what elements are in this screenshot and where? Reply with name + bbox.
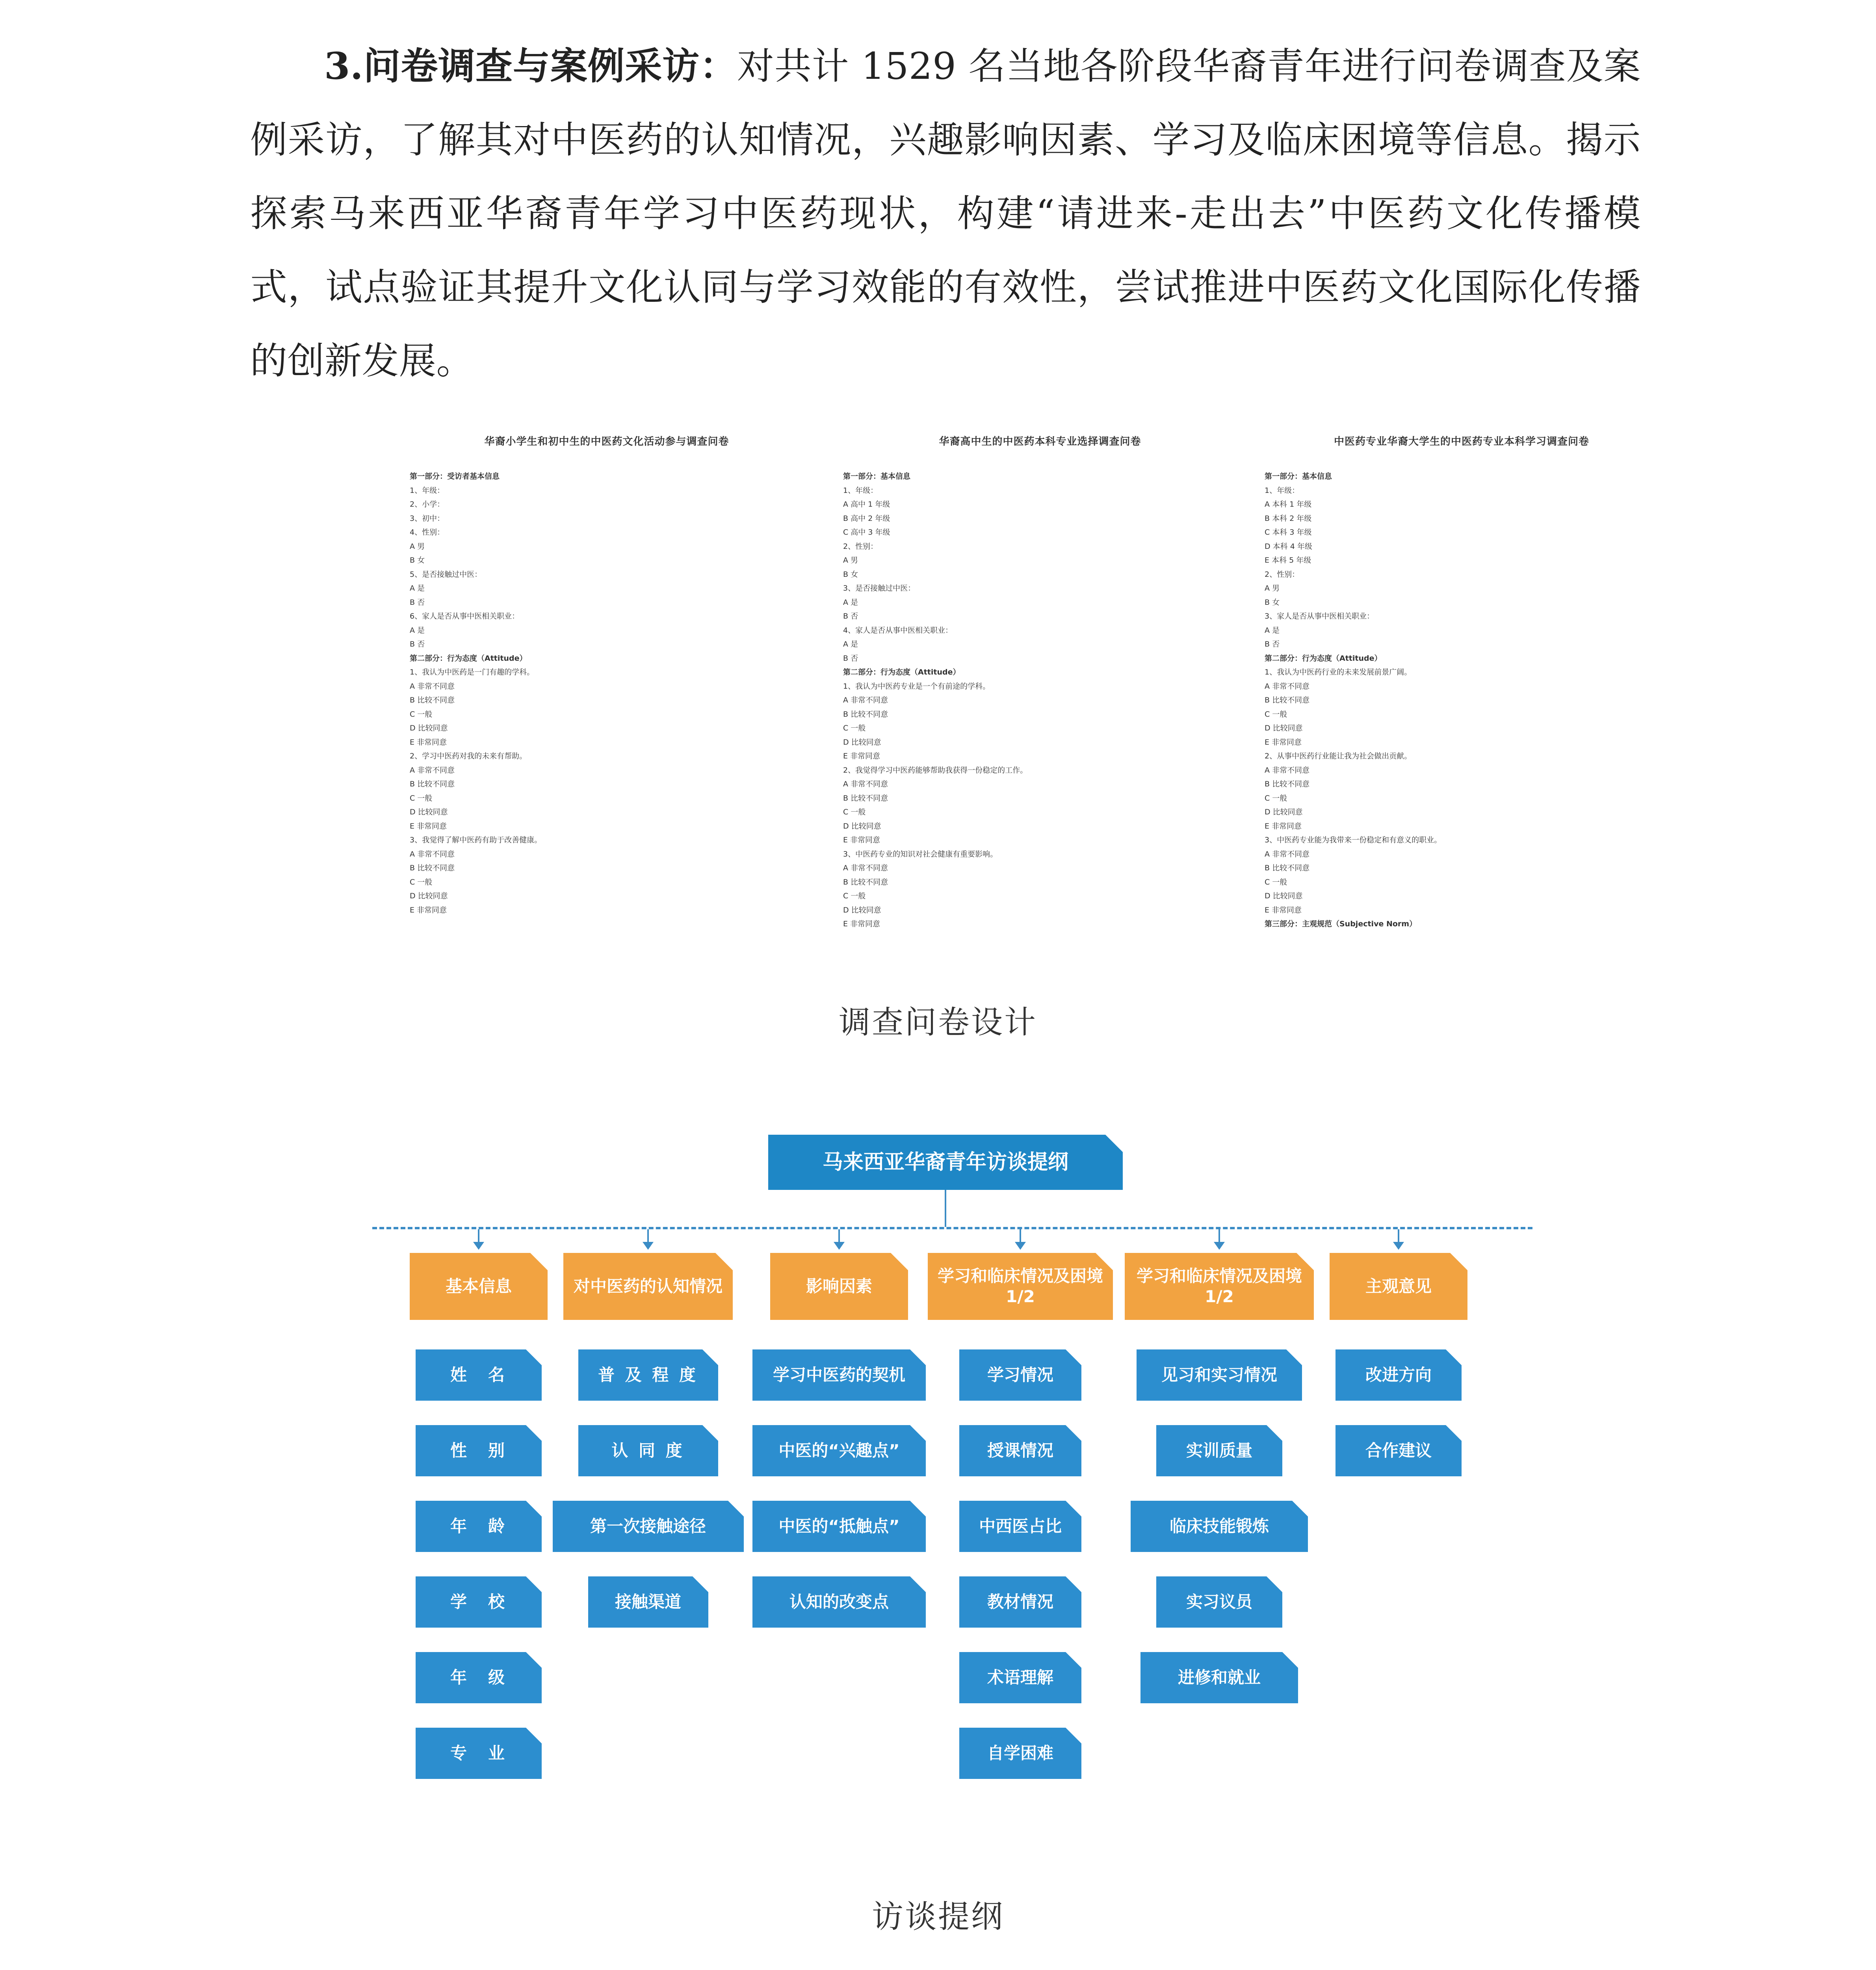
questionnaire-line: 2、性别： [843, 542, 878, 551]
questionnaire-line: A 非常不同意 [410, 849, 455, 859]
dashed-connector [372, 1227, 1532, 1229]
questionnaire-line: A 是 [843, 598, 858, 607]
outline-item: 普 及 程 度 [578, 1349, 718, 1401]
outline-item: 实习议员 [1156, 1576, 1282, 1628]
outline-item: 自学困难 [959, 1728, 1081, 1779]
questionnaire-line: D 比较同意 [843, 738, 881, 747]
intro-paragraph [250, 30, 1641, 398]
questionnaire-line: B 比较不同意 [843, 794, 888, 803]
questionnaire-line: A 非常不同意 [1265, 766, 1310, 775]
outline-item: 术语理解 [959, 1652, 1081, 1703]
outline-item: 中医的“兴趣点” [752, 1425, 926, 1476]
questionnaire-line: B 比较不同意 [843, 710, 888, 719]
questionnaire-line: B 比较不同意 [1265, 780, 1310, 788]
outline-item: 学习中医药的契机 [752, 1349, 926, 1401]
questionnaire-line: 6、家人是否从事中医相关职业： [410, 612, 520, 621]
questionnaire-line: 2、小学： [410, 500, 445, 509]
outline-item: 中医的“抵触点” [752, 1501, 926, 1552]
outline-item: 见习和实习情况 [1137, 1349, 1302, 1401]
outline-item: 改进方向 [1335, 1349, 1462, 1401]
questionnaire-line: E 非常同意 [1265, 738, 1302, 747]
questionnaire-line: E 非常同意 [1265, 905, 1302, 914]
questionnaire-line: D 比较同意 [843, 821, 881, 831]
questionnaire-line: D 比较同意 [843, 905, 881, 914]
questionnaire-line: A 非常不同意 [843, 696, 888, 704]
outline-item: 合作建议 [1335, 1425, 1462, 1476]
questionnaire-line: 3、中医药专业能为我带来一份稳定和有意义的职业。 [1265, 836, 1442, 844]
questionnaire-line: C 一般 [1265, 877, 1287, 886]
outline-item: 学习情况 [959, 1349, 1081, 1401]
questionnaire-line: C 一般 [843, 724, 866, 732]
category-header: 学习和临床情况及困境1/2 [1125, 1253, 1314, 1320]
questionnaire-line: 1、我认为中医药行业的未来发展前景广阔。 [1265, 668, 1412, 676]
outline-item: 认知的改变点 [752, 1576, 926, 1628]
category-header: 对中医药的认知情况 [563, 1253, 733, 1320]
questionnaire-senior-high [843, 433, 1237, 938]
paragraph-text: 对共计 1529 名当地各阶段华裔青年进行问卷调查及案例采访，了解其对中医药的认知情况，兴趣影响因素、学习及临床困境等信息。揭示探索马来西亚华裔青年学习中医药现状，构建“请进来-走出去”中医药文化传播模式，试点验证其提升文化认同与学习效能的有效性，尝试推进中医药文化国际化传播的创新发展。 [250, 45, 1641, 383]
questionnaire-line: B 女 [410, 556, 425, 565]
questionnaire-line: C 一般 [410, 877, 433, 886]
questionnaire-line: D 比较同意 [1265, 892, 1303, 900]
questionnaire-line: 第三部分：主观规范（Subjective Norm） [1265, 920, 1417, 928]
questionnaire-line: 1、年级： [843, 486, 878, 495]
questionnaire-line: A 男 [843, 556, 858, 565]
questionnaire-title: 华裔高中生的中医药本科专业选择调查问卷 [939, 436, 1141, 448]
questionnaire-line: 第二部分：行为态度（Attitude） [410, 654, 527, 663]
questionnaire-line: B 高中 2 年级 [843, 514, 890, 523]
questionnaire-line: B 比较不同意 [843, 877, 888, 886]
outline-item: 临床技能锻炼 [1131, 1501, 1308, 1552]
questionnaire-line: B 女 [843, 570, 858, 579]
questionnaire-line: C 本科 3 年级 [1265, 528, 1312, 537]
questionnaire-line: B 否 [843, 612, 858, 621]
questionnaire-primary-junior [410, 433, 804, 938]
outline-item: 性 别 [416, 1425, 542, 1476]
questionnaire-line: C 一般 [843, 892, 866, 900]
questionnaire-line: C 一般 [843, 808, 866, 816]
down-arrow-icon [1393, 1242, 1404, 1250]
questionnaire-line: 3、初中： [410, 514, 445, 523]
questionnaire-line: B 比较不同意 [410, 780, 455, 788]
questionnaire-line: E 非常同意 [843, 836, 880, 844]
questionnaire-line: 3、家人是否从事中医相关职业： [1265, 612, 1374, 621]
questionnaire-line: D 比较同意 [410, 892, 448, 900]
questionnaire-line: B 否 [410, 640, 425, 649]
questionnaire-line: A 非常不同意 [843, 864, 888, 872]
questionnaire-line: A 非常不同意 [843, 780, 888, 788]
outline-item: 学 校 [416, 1576, 542, 1628]
down-arrow-icon [834, 1242, 845, 1250]
category-connector [838, 1229, 840, 1243]
questionnaire-line: C 一般 [410, 710, 433, 719]
outline-title: 马来西亚华裔青年访谈提纲 [768, 1135, 1123, 1190]
questionnaire-line: 3、是否接触过中医： [843, 584, 916, 593]
outline-item: 专 业 [416, 1728, 542, 1779]
questionnaire-line: 1、我认为中医药是一门有趣的学科。 [410, 668, 535, 676]
questionnaire-title: 中医药专业华裔大学生的中医药专业本科学习调查问卷 [1334, 436, 1589, 448]
questionnaire-line: 2、从事中医药行业能让我为社会做出贡献。 [1265, 752, 1412, 760]
category-connector [478, 1229, 479, 1243]
questionnaire-line: E 非常同意 [1265, 821, 1302, 831]
questionnaire-line: A 高中 1 年级 [843, 500, 890, 509]
questionnaire-line: A 本科 1 年级 [1265, 500, 1312, 509]
questionnaire-line: C 高中 3 年级 [843, 528, 890, 537]
outline-item: 进修和就业 [1140, 1652, 1298, 1703]
questionnaire-line: 1、我认为中医药专业是一个有前途的学科。 [843, 682, 990, 691]
questionnaire-line: D 比较同意 [1265, 724, 1303, 732]
questionnaire-university [1265, 433, 1659, 938]
down-arrow-icon [1015, 1242, 1026, 1250]
questionnaire-line: B 女 [1265, 598, 1280, 607]
outline-item: 中西医占比 [959, 1501, 1081, 1552]
questionnaire-line: B 本科 2 年级 [1265, 514, 1312, 523]
questionnaire-body [410, 470, 804, 917]
outline-item: 第一次接触途径 [553, 1501, 744, 1552]
questionnaire-line: 2、学习中医药对我的未来有帮助。 [410, 752, 527, 760]
category-header: 影响因素 [770, 1253, 908, 1320]
outline-item: 教材情况 [959, 1576, 1081, 1628]
outline-item: 认 同 度 [578, 1425, 718, 1476]
interview-outline-diagram [315, 1135, 1576, 1805]
questionnaire-line: B 比较不同意 [410, 696, 455, 704]
questionnaire-line: A 非常不同意 [1265, 682, 1310, 691]
down-arrow-icon [1214, 1242, 1225, 1250]
caption-outline: 访谈提纲 [872, 1898, 1004, 1935]
down-arrow-icon [643, 1242, 654, 1250]
questionnaire-line: A 是 [843, 640, 858, 649]
questionnaire-line: E 非常同意 [410, 821, 447, 831]
questionnaire-line: E 非常同意 [410, 905, 447, 914]
caption-questionnaire: 调查问卷设计 [839, 1004, 1037, 1041]
category-connector [1020, 1229, 1021, 1243]
questionnaire-line: B 比较不同意 [1265, 864, 1310, 872]
questionnaire-line: D 比较同意 [410, 724, 448, 732]
outline-item: 姓 名 [416, 1349, 542, 1401]
questionnaire-line: D 本科 4 年级 [1265, 542, 1312, 551]
questionnaire-line: 2、性别： [1265, 570, 1300, 579]
down-arrow-icon [473, 1242, 484, 1250]
category-connector [647, 1229, 649, 1243]
questionnaire-line: E 非常同意 [843, 920, 880, 928]
questionnaire-line: 第一部分：受访者基本信息 [410, 472, 500, 481]
category-connector [1218, 1229, 1220, 1243]
questionnaire-line: C 一般 [1265, 794, 1287, 803]
category-header: 基本信息 [410, 1253, 548, 1320]
questionnaire-body [1265, 470, 1659, 931]
questionnaire-line: 4、性别： [410, 528, 445, 537]
questionnaire-line: A 非常不同意 [1265, 849, 1310, 859]
questionnaire-line: E 本科 5 年级 [1265, 556, 1311, 565]
category-header: 学习和临床情况及困境1/2 [928, 1253, 1113, 1320]
questionnaire-line: B 否 [1265, 640, 1280, 649]
questionnaire-line: B 比较不同意 [1265, 696, 1310, 704]
questionnaire-line: B 比较不同意 [410, 864, 455, 872]
questionnaire-line: 第一部分：基本信息 [843, 472, 911, 481]
questionnaire-line: 第二部分：行为态度（Attitude） [843, 668, 960, 676]
category-connector [1398, 1229, 1399, 1243]
category-header: 主观意见 [1330, 1253, 1467, 1320]
questionnaire-line: A 男 [1265, 584, 1280, 593]
questionnaire-line: A 男 [410, 542, 425, 551]
questionnaire-line: 3、中医药专业的知识对社会健康有重要影响。 [843, 849, 998, 859]
questionnaire-line: A 是 [1265, 626, 1280, 635]
paragraph-lead: 3.问卷调查与案例采访： [324, 45, 737, 88]
questionnaire-line: A 非常不同意 [410, 682, 455, 691]
outline-item: 实训质量 [1156, 1425, 1282, 1476]
outline-item: 授课情况 [959, 1425, 1081, 1476]
questionnaire-line: 5、是否接触过中医： [410, 570, 482, 579]
questionnaire-line: 1、年级： [1265, 486, 1300, 495]
questionnaire-line: 3、我觉得了解中医药有助于改善健康。 [410, 836, 542, 844]
questionnaire-line: B 否 [410, 598, 425, 607]
questionnaire-line: D 比较同意 [410, 808, 448, 816]
questionnaire-line: 4、家人是否从事中医相关职业： [843, 626, 953, 635]
questionnaire-line: C 一般 [410, 794, 433, 803]
questionnaire-body [843, 470, 1237, 931]
outline-item: 年 级 [416, 1652, 542, 1703]
questionnaire-line: D 比较同意 [1265, 808, 1303, 816]
title-connector [945, 1190, 946, 1227]
outline-item: 接触渠道 [588, 1576, 708, 1628]
questionnaire-line: A 非常不同意 [410, 766, 455, 775]
questionnaire-line: 第二部分：行为态度（Attitude） [1265, 654, 1382, 663]
questionnaire-line: A 是 [410, 626, 425, 635]
questionnaire-line: E 非常同意 [843, 752, 880, 760]
outline-item: 年 龄 [416, 1501, 542, 1552]
questionnaire-line: A 是 [410, 584, 425, 593]
questionnaire-line: E 非常同意 [410, 738, 447, 747]
questionnaire-line: 2、我觉得学习中医药能够帮助我获得一份稳定的工作。 [843, 766, 1028, 775]
questionnaire-line: 第一部分：基本信息 [1265, 472, 1332, 481]
questionnaire-title: 华裔小学生和初中生的中医药文化活动参与调查问卷 [484, 436, 729, 448]
questionnaire-line: 1、年级： [410, 486, 445, 495]
questionnaire-line: B 否 [843, 654, 858, 663]
questionnaire-line: C 一般 [1265, 710, 1287, 719]
